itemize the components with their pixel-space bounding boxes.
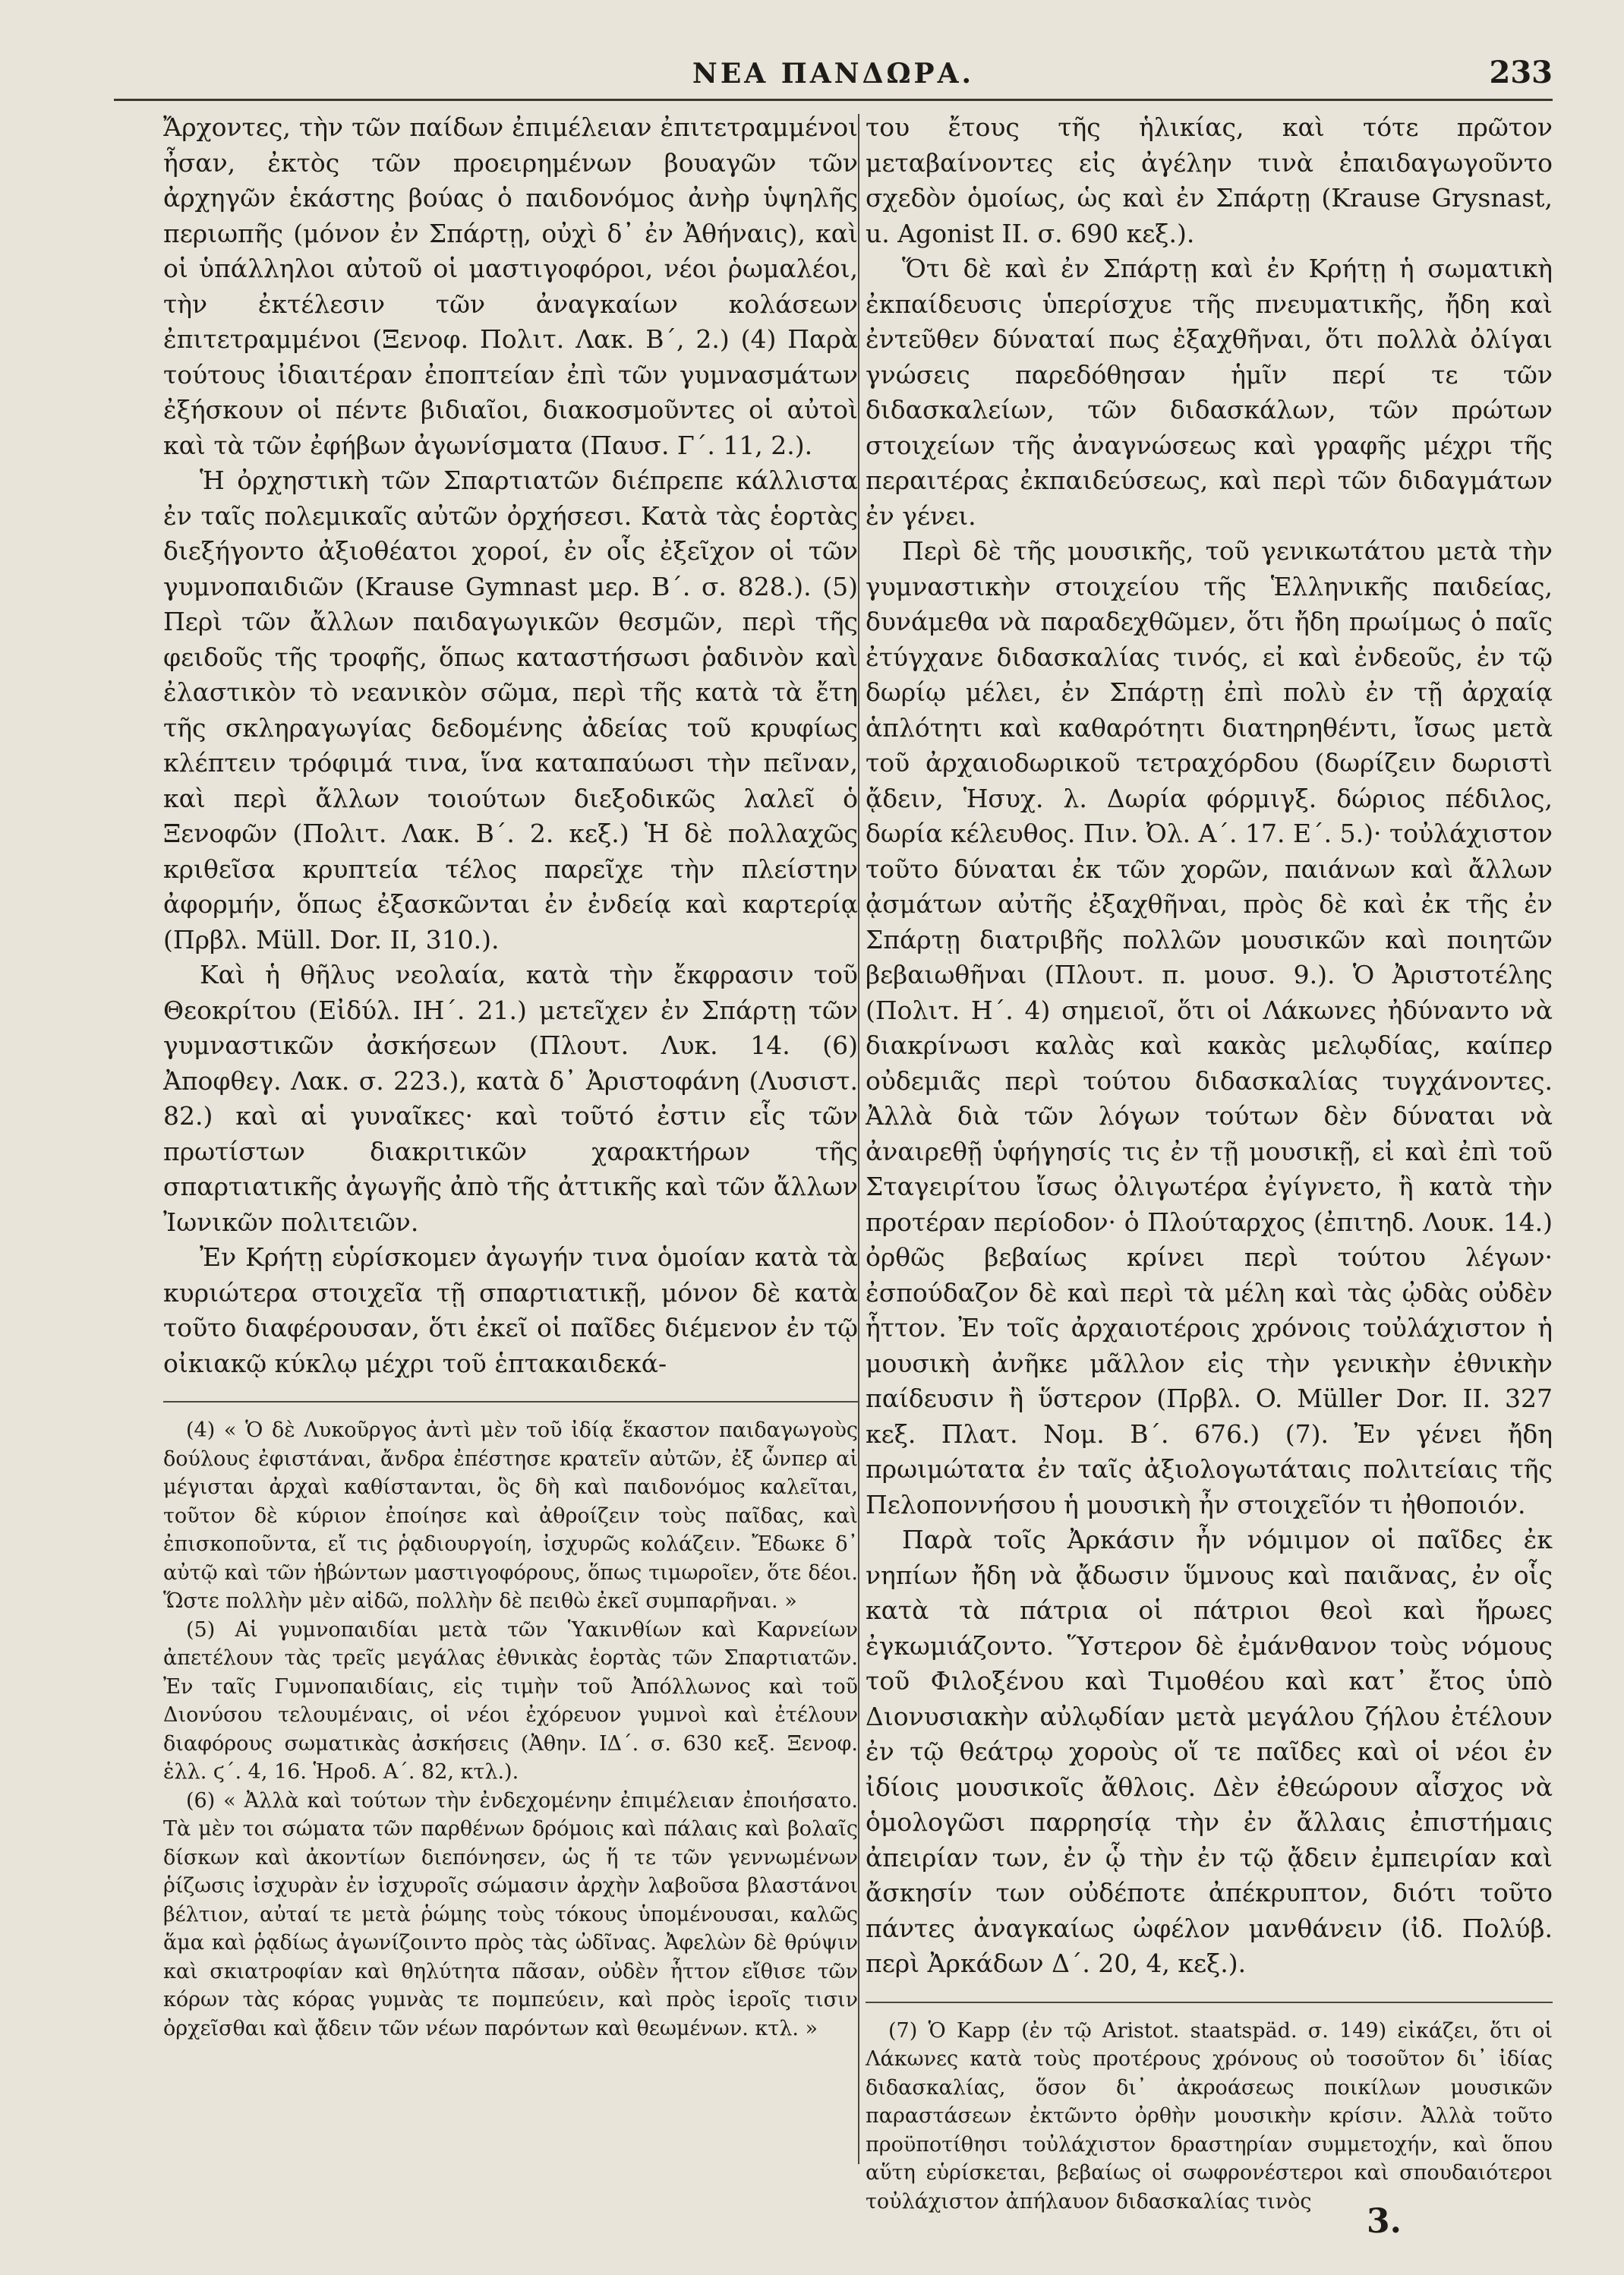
paragraph: Ἄρχοντες, τὴν τῶν παίδων ἐπιμέλειαν ἐπιτετραμμένοι ἦσαν, ἐκτὸς τῶν προειρημένων βουαγῶν τῶν ἀρχηγῶν ἑκάστης βούας ὁ παιδονόμος ἀνὴρ ὑψηλῆς περιωπῆς (μόνον ἐν Σπάρτῃ, οὐχὶ δ᾽ ἐν Ἀθήναις), καὶ οἱ ὑπάλληλοι αὐτοῦ οἱ μαστιγοφόροι, νέοι ῥωμαλέοι, τὴν ἐκτέλεσιν τῶν ἀναγκαίων κολάσεων ἐπιτετραμμένοι (Ξενοφ. Πολιτ. Λακ. Β΄, 2.) (4) Παρὰ τούτους ἰδιαιτέραν ἐποπτείαν ἐπὶ τῶν γυμνασμάτων ἐξήσκουν οἱ πέντε βιδιαῖοι, διακοσμοῦντες οἱ αὐτοὶ καὶ τὰ τῶν ἐφήβων ἀγωνίσματα (Παυσ. Γ΄. 11, 2.). [163,112,858,460]
footnote: (6) « Ἀλλὰ καὶ τούτων τὴν ἐνδεχομένην ἐπιμέλειαν ἐποιήσατο. Τὰ μὲν τοι σώματα τῶν παρθένων δρόμοις καὶ πάλαις καὶ βολαῖς δίσκων καὶ ἀκοντίων διεπόνησεν, ὡς ἥ τε τῶν γεννωμένων ῥίζωσις ἰσχυρὰν ἐν ἰσχυροῖς σώμασιν ἀρχὴν λαβοῦσα βλαστάνοι βέλτιον, αὐταί τε μετὰ ῥώμης τοὺς τόκους ὑπομένουσαι, καλῶς ἅμα καὶ ῥᾳδίως ἀγωνίζοιντο πρὸς τὰς ὠδῖνας. Ἀφελὼν δὲ θρύψιν καὶ σκιατροφίαν καὶ θηλύτητα πᾶσαν, οὐδὲν ἧττον εἴθισε τῶν κόρων τὰς κόρας γυμνὰς τε πομπεύειν, καὶ πρὸς ἱεροῖς τισιν ὀρχεῖσθαι καὶ ᾄδειν τῶν νέων παρόντων καὶ θεωμένων. κτλ. » [163,1788,858,2040]
page-number: 233 [1489,55,1553,90]
column-divider [858,114,859,2164]
footnote: (5) Αἱ γυμνοπαιδίαι μετὰ τῶν Ὑακινθίων καὶ Καρνείων ἀπετέλουν τὰς τρεῖς μεγάλας ἐθνικὰς ἑορτὰς τῶν Σπαρτιατῶν. Ἐν ταῖς Γυμνοπαιδίαις, εἰς τιμὴν τοῦ Ἀπόλλωνος καὶ τοῦ Διονύσου τελουμέναις, οἱ νέοι ἐχόρευον γυμνοὶ καὶ ἐτέλουν διαφόρους σωματικὰς ἀσκήσεις (Ἀθην. ΙΔ΄. σ. 630 κεξ. Ξενοφ. ἑλλ. ϛ΄. 4, 16. Ἡροδ. Α΄. 82, κτλ.). [163,1617,858,1784]
signature-mark: 3. [1367,2202,1402,2241]
right-body-text [866,110,1553,1982]
running-head: ΝΕΑ ΠΑΝΔΩΡΑ. [692,58,975,90]
page-header [114,53,1553,101]
paragraph: Παρὰ τοῖς Ἀρκάσιν ἦν νόμιμον οἱ παῖδες ἐκ νηπίων ἤδη νὰ ᾄδωσιν ὕμνους καὶ παιᾶνας, ἐν οἷς κατὰ τὰ πάτρια οἱ πάτριοι θεοὶ καὶ ἥρωες ἐγκωμιάζοντο. Ὕστερον δὲ ἐμάνθανον τοὺς νόμους τοῦ Φιλοξένου καὶ Τιμοθέου καὶ κατ᾽ ἔτος ὑπὸ Διονυσιακὴν αὐλῳδίαν μετὰ μεγάλου ζήλου ἐτέλουν ἐν τῷ θεάτρῳ χοροὺς οἵ τε παῖδες καὶ οἱ νέοι ἐν ἰδίοις μουσικοῖς ἄθλοις. Δὲν ἐθεώρουν αἶσχος νὰ ὁμολογῶσι παρρησίᾳ τὴν ἐν ἄλλαις ἐπιστήμαις ἀπειρίαν των, ἐν ᾧ τὴν ἐν τῷ ᾄδειν ἐμπειρίαν καὶ ἄσκησίν των οὐδέποτε ἀπέκρυπτον, διότι τοῦτο πάντες ἀναγκαίως ὠφέλον μανθάνειν (ἰδ. Πολύβ. περὶ Ἀρκάδων Δ΄. 20, 4, κεξ.). [866,1525,1553,1978]
paragraph: του ἔτους τῆς ἡλικίας, καὶ τότε πρῶτον μεταβαίνοντες εἰς ἀγέλην τινὰ ἐπαιδαγωγοῦντο σχεδὸν ὁμοίως, ὡς καὶ ἐν Σπάρτῃ (Krause Grysnast, u. Agonist II. σ. 690 κεξ.). [866,112,1553,248]
paragraph: Περὶ δὲ τῆς μουσικῆς, τοῦ γενικωτάτου μετὰ τὴν γυμναστικὴν στοιχείου τῆς Ἑλληνικῆς παιδείας, δυνάμεθα νὰ παραδεχθῶμεν, ὅτι ἤδη πρωίμως ὁ παῖς ἐτύγχανε διδασκαλίας τινός, εἰ καὶ ἐνδεοῦς, ἐν τῷ δωρίῳ μέλει, ἐν Σπάρτῃ ἐπὶ πολὺ ἐν τῇ ἀρχαίᾳ ἁπλότητι καὶ καθαρότητι διατηρηθέντι, ἴσως μετὰ τοῦ ἀρχαιοδωρικοῦ τετραχόρδου (δωρίζειν δωριστὶ ᾄδειν, Ἡσυχ. λ. Δωρία φόρμιγξ. δώριος πέδιλος, δωρία κέλευθος. Πιν. Ὀλ. Α΄. 17. Ε΄. 5.)· τοὐλάχιστον τοῦτο δύναται ἐκ τῶν χορῶν, παιάνων καὶ ἄλλων ᾀσμάτων αὐτῆς ἐξαχθῆναι, πρὸς δὲ καὶ ἐκ τῆς ἐν Σπάρτῃ διατριβῆς πολλῶν μουσικῶν καὶ ποιητῶν βεβαιωθῆναι (Πλουτ. π. μουσ. 9.). Ὁ Ἀριστοτέλης (Πολιτ. Η΄. 4) σημειοῖ, ὅτι οἱ Λάκωνες ἠδύναντο νὰ διακρίνωσι καλὰς καὶ κακὰς μελῳδίας, καίπερ οὐδεμιᾶς περὶ τούτου διδασκαλίας τυγχάνοντες. Ἀλλὰ διὰ τῶν λόγων τούτων δὲν δύναται νὰ ἀναιρεθῇ ὑφήγησίς τις ἐν τῇ μουσικῇ, εἰ καὶ ἐπὶ τοῦ Σταγειρίτου ἴσως ὀλιγωτέρα ἐγίγνετο, ἢ κατὰ τὴν προτέραν περίοδον· ὁ Πλούταρχος (ἐπιτηδ. Λουκ. 14.) ὀρθῶς βεβαίως κρίνει περὶ τούτου λέγων· ἐσπούδαζον δὲ καὶ περὶ τὰ μέλη καὶ τὰς ᾠδὰς οὐδὲν ἧττον. Ἐν τοῖς ἀρχαιοτέροις χρόνοις τοὐλάχιστον ἡ μουσικὴ ἀνῆκε μᾶλλον εἰς τὴν γενικὴν ἐθνικὴν παίδευσιν ἢ ὕστερον (Πρβλ. O. Müller Dor. II. 327 κεξ. Πλατ. Νομ. Β΄. 676.) (7). Ἐν γένει ἤδη πρωιμώτατα ἐν ταῖς ἀξιολογωτάταις πολιτείαις τῆς Πελοποννήσου ἡ μουσικὴ ἦν στοιχεῖόν τι ἠθοποιόν. [866,536,1553,1519]
footnote: (7) Ὁ Kapp (ἐν τῷ Aristot. staatspäd. σ. 149) εἰκάζει, ὅτι οἱ Λάκωνες κατὰ τοὺς προτέρους χρόνους οὐ τοσοῦτον δι᾽ ἰδίας διδασκαλίας, ὅσον δι᾽ ἀκροάσεως ποικίλων μουσικῶν παραστάσεων ἐκτῶντο ὀρθὴν μουσικὴν κρίσιν. Ἀλλὰ τοῦτο προϋποτίθησι τοὐλάχιστον δραστηρίαν συμμετοχήν, καὶ ὅπου αὕτη εὑρίσκεται, βεβαίως οἱ σωφρονέστεροι καὶ σπουδαιότεροι τοὐλάχιστον ἀπήλαυον διδασκαλίας τινὸς [866,2018,1553,2213]
paragraph: Ἡ ὀρχηστικὴ τῶν Σπαρτιατῶν διέπρεπε κάλλιστα ἐν ταῖς πολεμικαῖς αὐτῶν ὀρχήσεσι. Κατὰ τὰς ἑορτὰς διεξήγοντο ἀξιοθέατοι χοροί, ἐν οἷς ἐξεῖχον οἱ τῶν γυμνοπαιδιῶν (Krause Gymnast μερ. Β΄. σ. 828.). (5) Περὶ τῶν ἄλλων παιδαγωγικῶν θεσμῶν, περὶ τῆς φειδοῦς τῆς τροφῆς, ὅπως καταστήσωσι ῥαδινὸν καὶ ἐλαστικὸν τὸ νεανικὸν σῶμα, περὶ τῆς κατὰ τὰ ἔτη τῆς σκληραγωγίας δεδομένης ἀδείας τοῦ κρυφίως κλέπτειν τρόφιμά τινα, ἵνα καταπαύωσι τὴν πεῖναν, καὶ περὶ ἄλλων τοιούτων διεξοδικῶς λαλεῖ ὁ Ξενοφῶν (Πολιτ. Λακ. Β΄. 2. κεξ.) Ἡ δὲ πολλαχῶς κριθεῖσα κρυπτεία τέλος παρεῖχε τὴν πλείστην ἀφορμήν, ὅπως ἐξασκῶνται ἐν ἐνδείᾳ καὶ καρτερίᾳ (Πρβλ. Müll. Dor. II, 310.). [163,465,858,954]
right-footnotes [866,2002,1553,2217]
paragraph: Καὶ ἡ θῆλυς νεολαία, κατὰ τὴν ἔκφρασιν τοῦ Θεοκρίτου (Εἰδύλ. ΙΗ΄. 21.) μετεῖχεν ἐν Σπάρτῃ τῶν γυμναστικῶν ἀσκήσεων (Πλουτ. Λυκ. 14. (6) Ἀποφθεγ. Λακ. σ. 223.), κατὰ δ᾽ Ἀριστοφάνη (Λυσιστ. 82.) καὶ αἱ γυναῖκες· καὶ τοῦτό ἐστιν εἷς τῶν πρωτίστων διακριτικῶν χαρακτήρων τῆς σπαρτιατικῆς ἀγωγῆς ἀπὸ τῆς ἀττικῆς καὶ τῶν ἄλλων Ἰωνικῶν πολιτειῶν. [163,960,858,1237]
paragraph: Ἐν Κρήτῃ εὑρίσκομεν ἀγωγήν τινα ὁμοίαν κατὰ τὰ κυριώτερα στοιχεῖα τῇ σπαρτιατικῇ, μόνον δὲ κατὰ τοῦτο διαφέρουσαν, ὅτι ἐκεῖ οἱ παῖδες διέμενον ἐν τῷ οἰκιακῷ κύκλῳ μέχρι τοῦ ἑπτακαιδεκά- [163,1242,858,1378]
paragraph: Ὅτι δὲ καὶ ἐν Σπάρτῃ καὶ ἐν Κρήτῃ ἡ σωματικὴ ἐκπαίδευσις ὑπερίσχυε τῆς πνευματικῆς, ἤδη καὶ ἐντεῦθεν δύναταί πως ἐξαχθῆναι, ὅτι πολλὰ ὀλίγαι γνώσεις παρεδόθησαν ἡμῖν περί τε τῶν διδασκαλείων, τῶν διδασκάλων, τῶν πρώτων στοιχείων τῆς ἀναγνώσεως καὶ γραφῆς μέχρι τῆς περαιτέρας ἐκπαιδεύσεως, καὶ περὶ τῶν διδαγμάτων ἐν γένει. [866,254,1553,531]
footnote: (4) « Ὁ δὲ Λυκοῦργος ἀντὶ μὲν τοῦ ἰδίᾳ ἕκαστον παιδαγωγοὺς δούλους ἐφιστάναι, ἄνδρα ἐπέστησε κρατεῖν αὐτῶν, ἐξ ὧνπερ αἱ μέγισται ἀρχαὶ καθίστανται, ὃς δὴ καὶ παιδονόμος καλεῖται, τοῦτον δὲ κύριον ἐποίησε καὶ ἀθροίζειν τοὺς παῖδας, καὶ ἐπισκοποῦντα, εἴ τις ῥᾳδιουργοίη, ἰσχυρῶς κολάζειν. Ἔδωκε δ᾽ αὐτῷ καὶ τῶν ἡβώντων μαστιγοφόρους, ὅπως τιμωροῖεν, ὅτε δέοι. Ὥστε πολλὴν μὲν αἰδῶ, πολλὴν δὲ πειθὼ ἐκεῖ συμπαρῆναι. » [163,1418,858,1613]
right-column [866,110,1553,2213]
left-footnotes [163,1401,858,2043]
left-body-text [163,110,858,1381]
left-column [163,110,858,2191]
